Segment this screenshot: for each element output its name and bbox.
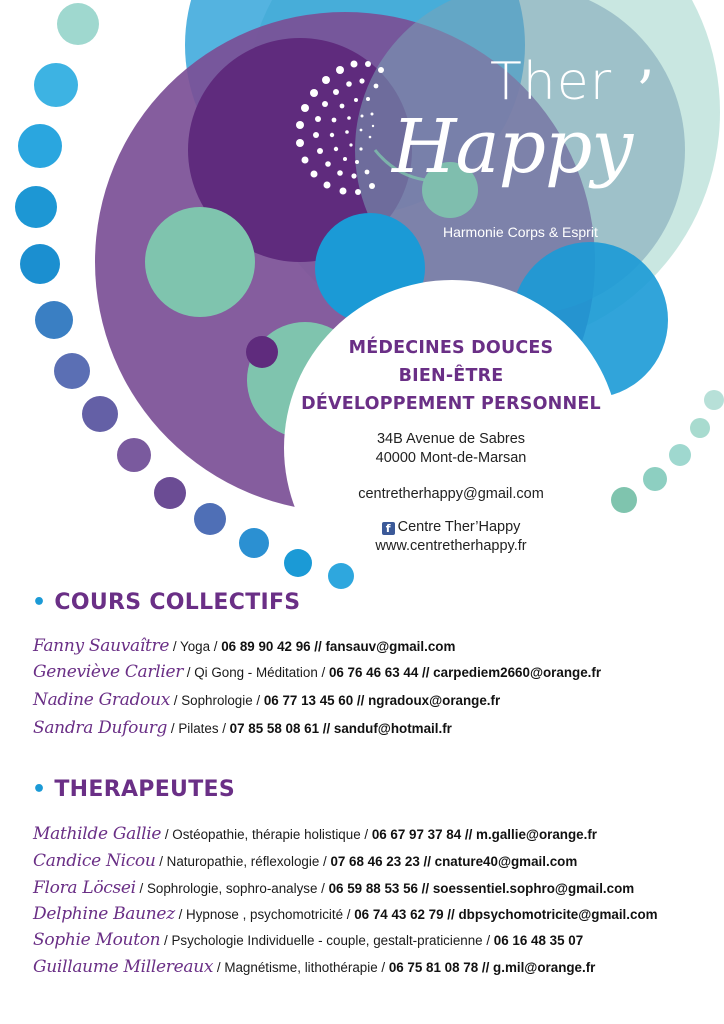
section-therapeutes bbox=[32, 777, 235, 802]
practitioner-name: Mathilde Gallie bbox=[33, 824, 162, 844]
practitioner-name: Delphine Baunez bbox=[33, 904, 175, 924]
section-cours-collectifs bbox=[32, 590, 300, 615]
contact[interactable]: 07 68 46 23 23 // cnature40@gmail.com bbox=[330, 854, 578, 869]
address bbox=[282, 430, 620, 468]
contact[interactable]: 06 75 81 08 78 // g.mil@orange.fr bbox=[388, 960, 596, 975]
list-item bbox=[33, 878, 634, 898]
list-item bbox=[33, 824, 597, 844]
bullet-icon: • bbox=[32, 590, 47, 615]
headline bbox=[282, 334, 620, 418]
practice: / Psychologie Individuelle - couple, gestalt-praticienne / bbox=[160, 933, 494, 948]
list-item bbox=[33, 636, 455, 656]
practice: / Naturopathie, réflexologie / bbox=[155, 854, 331, 869]
social-links bbox=[282, 518, 620, 556]
practitioner-name: Fanny Sauvaître bbox=[33, 636, 170, 656]
practice: / Magnétisme, lithothérapie / bbox=[213, 960, 389, 975]
facebook-label: Centre Ther’Happy bbox=[397, 519, 521, 535]
practice: / Sophrologie / bbox=[170, 693, 264, 708]
list-item bbox=[33, 690, 500, 710]
list-item bbox=[33, 851, 577, 871]
list-item bbox=[33, 904, 658, 924]
list-item bbox=[33, 662, 601, 682]
practitioner-name: Candice Nicou bbox=[33, 851, 156, 871]
practice: / Pilates / bbox=[167, 721, 230, 736]
practice: / Ostéopathie, thérapie holistique / bbox=[161, 827, 372, 842]
practice: / Yoga / bbox=[169, 639, 222, 654]
section-title-text: THERAPEUTES bbox=[54, 777, 235, 802]
bullet-icon: • bbox=[32, 777, 47, 802]
address-city: 40000 Mont-de-Marsan bbox=[375, 450, 527, 466]
contact[interactable]: 06 76 46 63 44 // carpediem2660@orange.fr bbox=[328, 665, 602, 680]
logo-happy-text: Happy bbox=[392, 104, 633, 190]
contact[interactable]: 06 77 13 45 60 // ngradoux@orange.fr bbox=[263, 693, 501, 708]
list-item bbox=[33, 957, 595, 977]
practitioner-name: Sandra Dufourg bbox=[33, 718, 168, 738]
practitioner-name: Sophie Mouton bbox=[33, 930, 161, 950]
list-item bbox=[33, 718, 452, 738]
contact[interactable]: 06 74 43 62 79 // dbpsychomotricite@gmail.com bbox=[354, 907, 658, 922]
website-link[interactable]: www.centretherhappy.fr bbox=[375, 538, 527, 554]
practice: / Sophrologie, sophro-analyse / bbox=[135, 881, 329, 896]
contact-email[interactable]: centretherhappy@gmail.com bbox=[358, 486, 544, 502]
section-title-text: COURS COLLECTIFS bbox=[54, 590, 301, 615]
logo-apostrophe: ’ bbox=[636, 58, 655, 126]
headline-line-2: BIEN-ÊTRE bbox=[398, 366, 504, 386]
facebook-icon: f bbox=[382, 522, 395, 535]
headline-line-3: DÉVELOPPEMENT PERSONNEL bbox=[301, 394, 601, 414]
practitioner-name: Guillaume Millereaux bbox=[33, 957, 214, 977]
contact[interactable]: 06 59 88 53 56 // soessentiel.sophro@gmail.com bbox=[328, 881, 635, 896]
contact[interactable]: 06 16 48 35 07 bbox=[493, 933, 584, 948]
list-item bbox=[33, 930, 583, 950]
contact[interactable]: 06 89 90 42 96 // fansauv@gmail.com bbox=[221, 639, 456, 654]
practitioner-name: Nadine Gradoux bbox=[33, 690, 171, 710]
logo-tagline: Harmonie Corps & Esprit bbox=[443, 224, 598, 240]
practitioner-name: Flora Löcsei bbox=[33, 878, 136, 898]
address-street: 34B Avenue de Sabres bbox=[376, 431, 526, 447]
contact[interactable]: 06 67 97 37 84 // m.gallie@orange.fr bbox=[371, 827, 598, 842]
headline-line-1: MÉDECINES DOUCES bbox=[348, 338, 554, 358]
practitioner-name: Geneviève Carlier bbox=[33, 662, 184, 682]
contact[interactable]: 07 85 58 08 61 // sanduf@hotmail.fr bbox=[229, 721, 452, 736]
logo-ther-text: Ther bbox=[490, 52, 613, 112]
info-disc bbox=[282, 300, 620, 600]
practice: / Qi Gong - Méditation / bbox=[183, 665, 329, 680]
facebook-link[interactable] bbox=[282, 518, 620, 537]
practice: / Hypnose , psychomotricité / bbox=[174, 907, 355, 922]
